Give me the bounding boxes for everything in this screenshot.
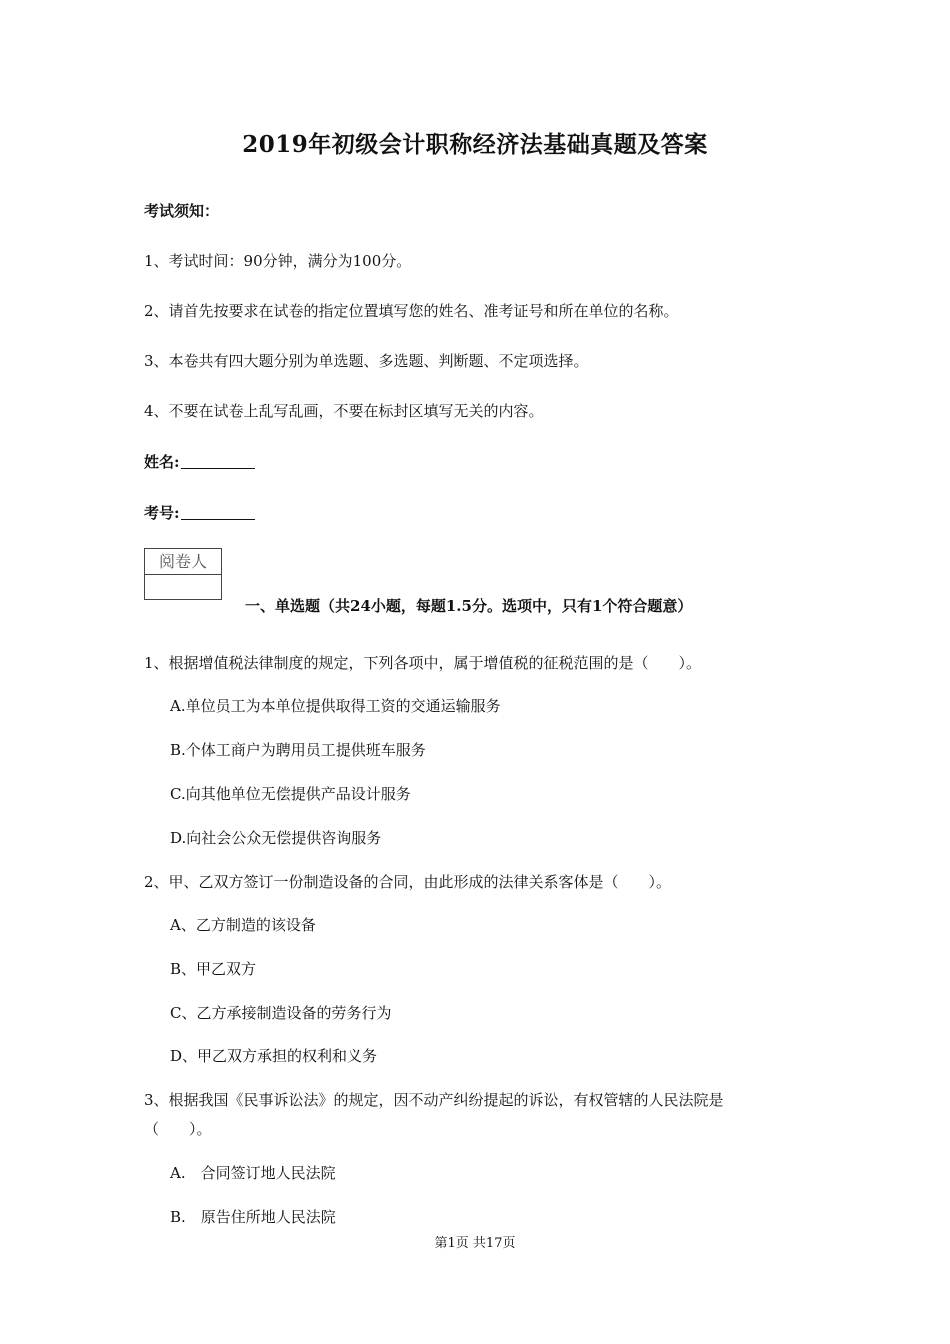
- question-option: A.单位员工为本单位提供取得工资的交通运输服务: [170, 697, 501, 715]
- question-stem-continued: （ ）。: [144, 1120, 212, 1138]
- notice-item: 3、本卷共有四大题分别为单选题、多选题、判断题、不定项选择。: [144, 352, 589, 370]
- grader-label: 阅卷人: [145, 549, 221, 575]
- question-stem: 3、根据我国《民事诉讼法》的规定，因不动产纠纷提起的诉讼，有权管辖的人民法院是: [144, 1091, 724, 1109]
- question-stem: 1、根据增值税法律制度的规定，下列各项中，属于增值税的征税范围的是（ ）。: [144, 654, 702, 672]
- question-option: B.个体工商户为聘用员工提供班车服务: [170, 741, 426, 759]
- question-stem: 2、甲、乙双方签订一份制造设备的合同，由此形成的法律关系客体是（ ）。: [144, 873, 672, 891]
- exam-number-blank: [181, 505, 255, 520]
- question-option: B、甲乙双方: [170, 960, 257, 978]
- section-title: 一、单选题（共24小题，每题1.5分。选项中，只有1个符合题意）: [245, 597, 693, 615]
- notice-heading: 考试须知：: [144, 202, 220, 220]
- grader-box: [144, 548, 222, 600]
- name-field: [144, 452, 255, 472]
- notice-item: 1、考试时间：90分钟，满分为100分。: [144, 252, 412, 270]
- page-title: 2019年初级会计职称经济法基础真题及答案: [242, 131, 708, 158]
- page-footer: 第1页 共17页: [434, 1236, 516, 1251]
- question-option: B. 原告住所地人民法院: [170, 1208, 336, 1226]
- notice-item: 2、请首先按要求在试卷的指定位置填写您的姓名、准考证号和所在单位的名称。: [144, 302, 679, 320]
- notice-item: 4、不要在试卷上乱写乱画，不要在标封区填写无关的内容。: [144, 402, 544, 420]
- question-option: D.向社会公众无偿提供咨询服务: [170, 829, 382, 847]
- exam-number-field: [144, 503, 255, 523]
- question-option: C.向其他单位无偿提供产品设计服务: [170, 785, 411, 803]
- question-option: A. 合同签订地人民法院: [170, 1164, 336, 1182]
- name-blank: [181, 454, 255, 469]
- exam-number-label: 考号:: [144, 504, 180, 522]
- question-option: A、乙方制造的该设备: [170, 916, 316, 934]
- question-option: D、甲乙双方承担的权利和义务: [170, 1047, 378, 1065]
- question-option: C、乙方承接制造设备的劳务行为: [170, 1004, 392, 1022]
- name-label: 姓名:: [144, 453, 180, 471]
